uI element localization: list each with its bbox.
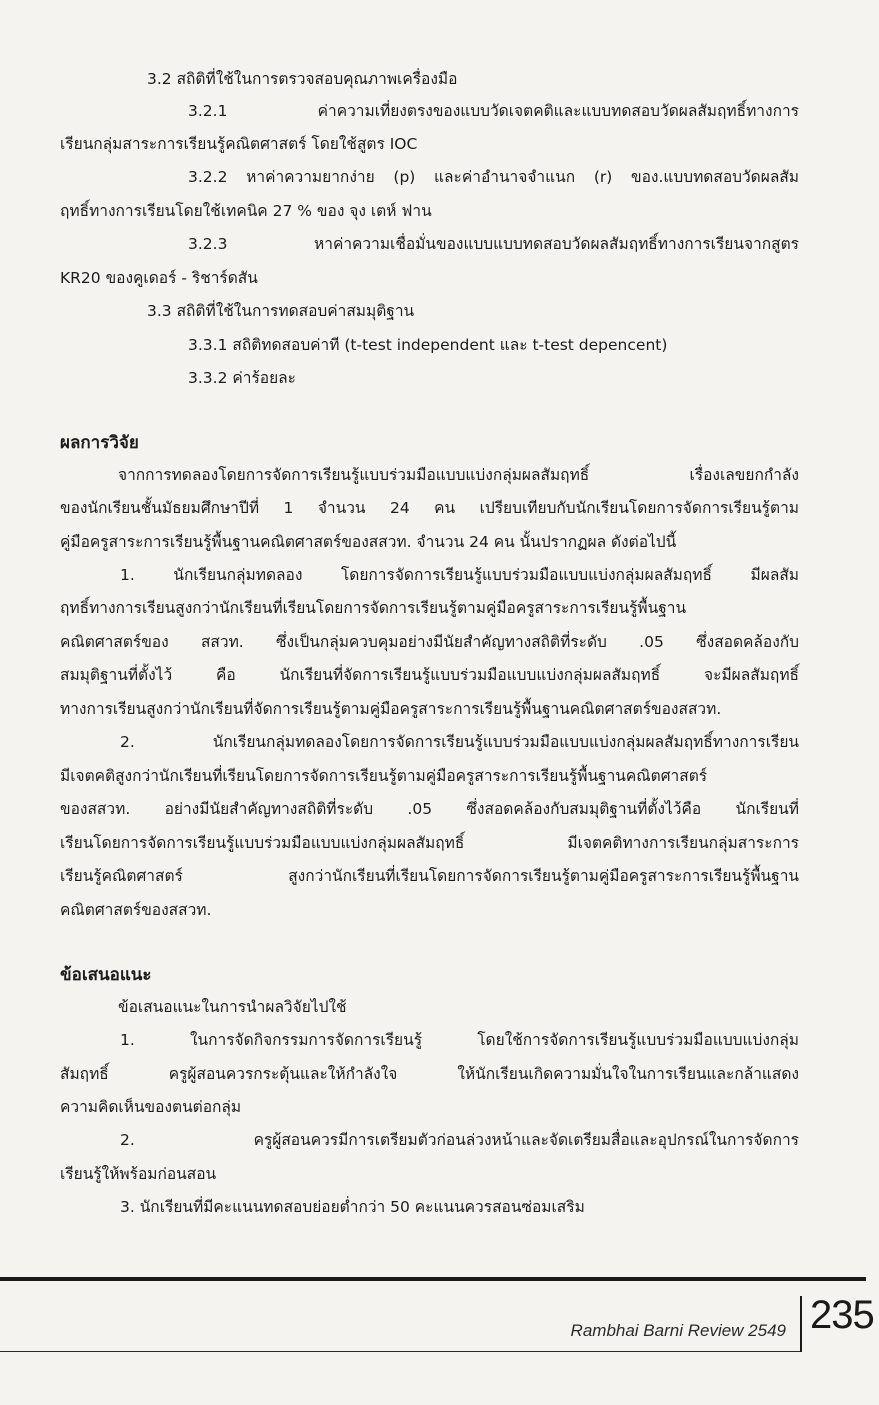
section-3-2-heading: 3.2 สถิติที่ใช้ในการตรวจสอบคุณภาพเครื่องมือ bbox=[147, 70, 458, 88]
text-line: คู่มือครูสาระการเรียนรู้พื้นฐานคณิตศาสตร์ของสสวท. จำนวน 24 คน นั้นปรากฏผล ดังต่อไปนี้ bbox=[60, 533, 677, 551]
text-line: เรียนโดยการจัดการเรียนรู้แบบร่วมมือแบบแบ่งกลุ่มผลสัมฤทธิ์ มีเจตคติทางการเรียนกลุ่มสาระการ bbox=[60, 834, 799, 852]
text-line: เรียนรู้คณิตศาสตร์ สูงกว่านักเรียนที่เรียนโดยการจัดการเรียนรู้ตามคู่มือครูสาระการเรียนรู้พื้นฐาน bbox=[60, 867, 799, 885]
text-line: ฤทธิ์ทางการเรียนสูงกว่านักเรียนที่เรียนโดยการจัดการเรียนรู้ตามคู่มือครูสาระการเรียนรู้พื้นฐาน bbox=[60, 599, 687, 617]
text-line: ของนักเรียนชั้นมัธยมศึกษาปีที่ 1 จำนวน 24 คน เปรียบเทียบกับนักเรียนโดยการจัดการเรียนรู้ตาม bbox=[60, 499, 799, 517]
section-3-3-heading: 3.3 สถิติที่ใช้ในการทดสอบค่าสมมุติฐาน bbox=[147, 302, 415, 320]
text-line: มีเจตคติสูงกว่านักเรียนที่เรียนโดยการจัดการเรียนรู้ตามคู่มือครูสาระการเรียนรู้พื้นฐานคณิตศาสตร์ bbox=[60, 767, 708, 785]
text-line: เรียนรู้ให้พร้อมก่อนสอน bbox=[60, 1165, 217, 1183]
text-line: 3.3.1 สถิติทดสอบค่าที (t-test independent และ t-test depencent) bbox=[188, 336, 668, 354]
text-line: 3.2.3 หาค่าความเชื่อมั่นของแบบแบบทดสอบวัดผลสัมฤทธิ์ทางการเรียนจากสูตร bbox=[188, 235, 799, 253]
text-line: คณิตศาสตร์ของ สสวท. ซึ่งเป็นกลุ่มควบคุมอย่างมีนัยสำคัญทางสถิติที่ระดับ .05 ซึ่งสอดคล้องกับ bbox=[60, 633, 799, 651]
text-line: จากการทดลองโดยการจัดการเรียนรู้แบบร่วมมือแบบแบ่งกลุ่มผลสัมฤทธิ์ เรื่องเลขยกกำลัง bbox=[118, 466, 799, 484]
text-line: KR20 ของคูเดอร์ - ริชาร์ดสัน bbox=[60, 269, 258, 287]
text-line: ของสสวท. อย่างมีนัยสำคัญทางสถิติที่ระดับ .05 ซึ่งสอดคล้องกับสมมุติฐานที่ตั้งไว้คือ นักเรียนที่ bbox=[60, 800, 799, 818]
text-line: 3.2.2 หาค่าความยากง่าย (p) และค่าอำนาจจำแนก (r) ของ.แบบทดสอบวัดผลสัม bbox=[188, 168, 799, 186]
footer-divider bbox=[800, 1296, 802, 1352]
text-line: สมมุติฐานที่ตั้งไว้ คือ นักเรียนที่จัดการเรียนรู้แบบร่วมมือแบบแบ่งกลุ่มผลสัมฤทธิ์ จะมีผลสัมฤทธิ์ bbox=[60, 666, 799, 684]
recommendation-item-1: 1. ในการจัดกิจกรรมการจัดการเรียนรู้ โดยใช้การจัดการเรียนรู้แบบร่วมมือแบบแบ่งกลุ่ม bbox=[120, 1031, 799, 1049]
text-line: ฤทธิ์ทางการเรียนโดยใช้เทคนิค 27 % ของ จุง เตห์ ฟาน bbox=[60, 202, 432, 220]
text-line: คณิตศาสตร์ของสสวท. bbox=[60, 901, 212, 919]
recommendation-item-2: 2. ครูผู้สอนควรมีการเตรียมตัวก่อนล่วงหน้าและจัดเตรียมสื่อและอุปกรณ์ในการจัดการ bbox=[120, 1131, 799, 1149]
footer-rule bbox=[0, 1277, 866, 1281]
recommendations-heading: ข้อเสนอแนะ bbox=[60, 965, 152, 985]
text-line: เรียนกลุ่มสาระการเรียนรู้คณิตศาสตร์ โดยใช้สูตร IOC bbox=[60, 135, 418, 153]
result-item-2: 2. นักเรียนกลุ่มทดลองโดยการจัดการเรียนรู้แบบร่วมมือแบบแบ่งกลุ่มผลสัมฤทธิ์ทางการเรียน bbox=[120, 733, 799, 751]
journal-name: Rambhai Barni Review 2549 bbox=[570, 1321, 786, 1340]
page-number: 235 bbox=[810, 1293, 874, 1337]
text-line: 3.2.1 ค่าความเที่ยงตรงของแบบวัดเจตคติและแบบทดสอบวัดผลสัมฤทธิ์ทางการ bbox=[188, 102, 799, 120]
text-line: 3.3.2 ค่าร้อยละ bbox=[188, 369, 296, 387]
recommendation-item-3: 3. นักเรียนที่มีคะแนนทดสอบย่อยต่ำกว่า 50 คะแนนควรสอนซ่อมเสริม bbox=[120, 1198, 585, 1216]
text-line: ทางการเรียนสูงกว่านักเรียนที่จัดการเรียนรู้ตามคู่มือครูสาระการเรียนรู้พื้นฐานคณิตศาสตร์ของสสวท. bbox=[60, 700, 722, 718]
text-line: สัมฤทธิ์ ครูผู้สอนควรกระตุ้นและให้กำลังใจ ให้นักเรียนเกิดความมั่นใจในการเรียนและกล้าแสดง bbox=[60, 1065, 799, 1083]
result-item-1: 1. นักเรียนกลุ่มทดลอง โดยการจัดการเรียนรู้แบบร่วมมือแบบแบ่งกลุ่มผลสัมฤทธิ์ มีผลสัม bbox=[120, 566, 799, 584]
results-heading: ผลการวิจัย bbox=[60, 433, 139, 453]
text-line: ข้อเสนอแนะในการนำผลวิจัยไปใช้ bbox=[118, 998, 347, 1016]
footer-underline bbox=[0, 1351, 800, 1352]
text-line: ความคิดเห็นของตนต่อกลุ่ม bbox=[60, 1098, 242, 1116]
